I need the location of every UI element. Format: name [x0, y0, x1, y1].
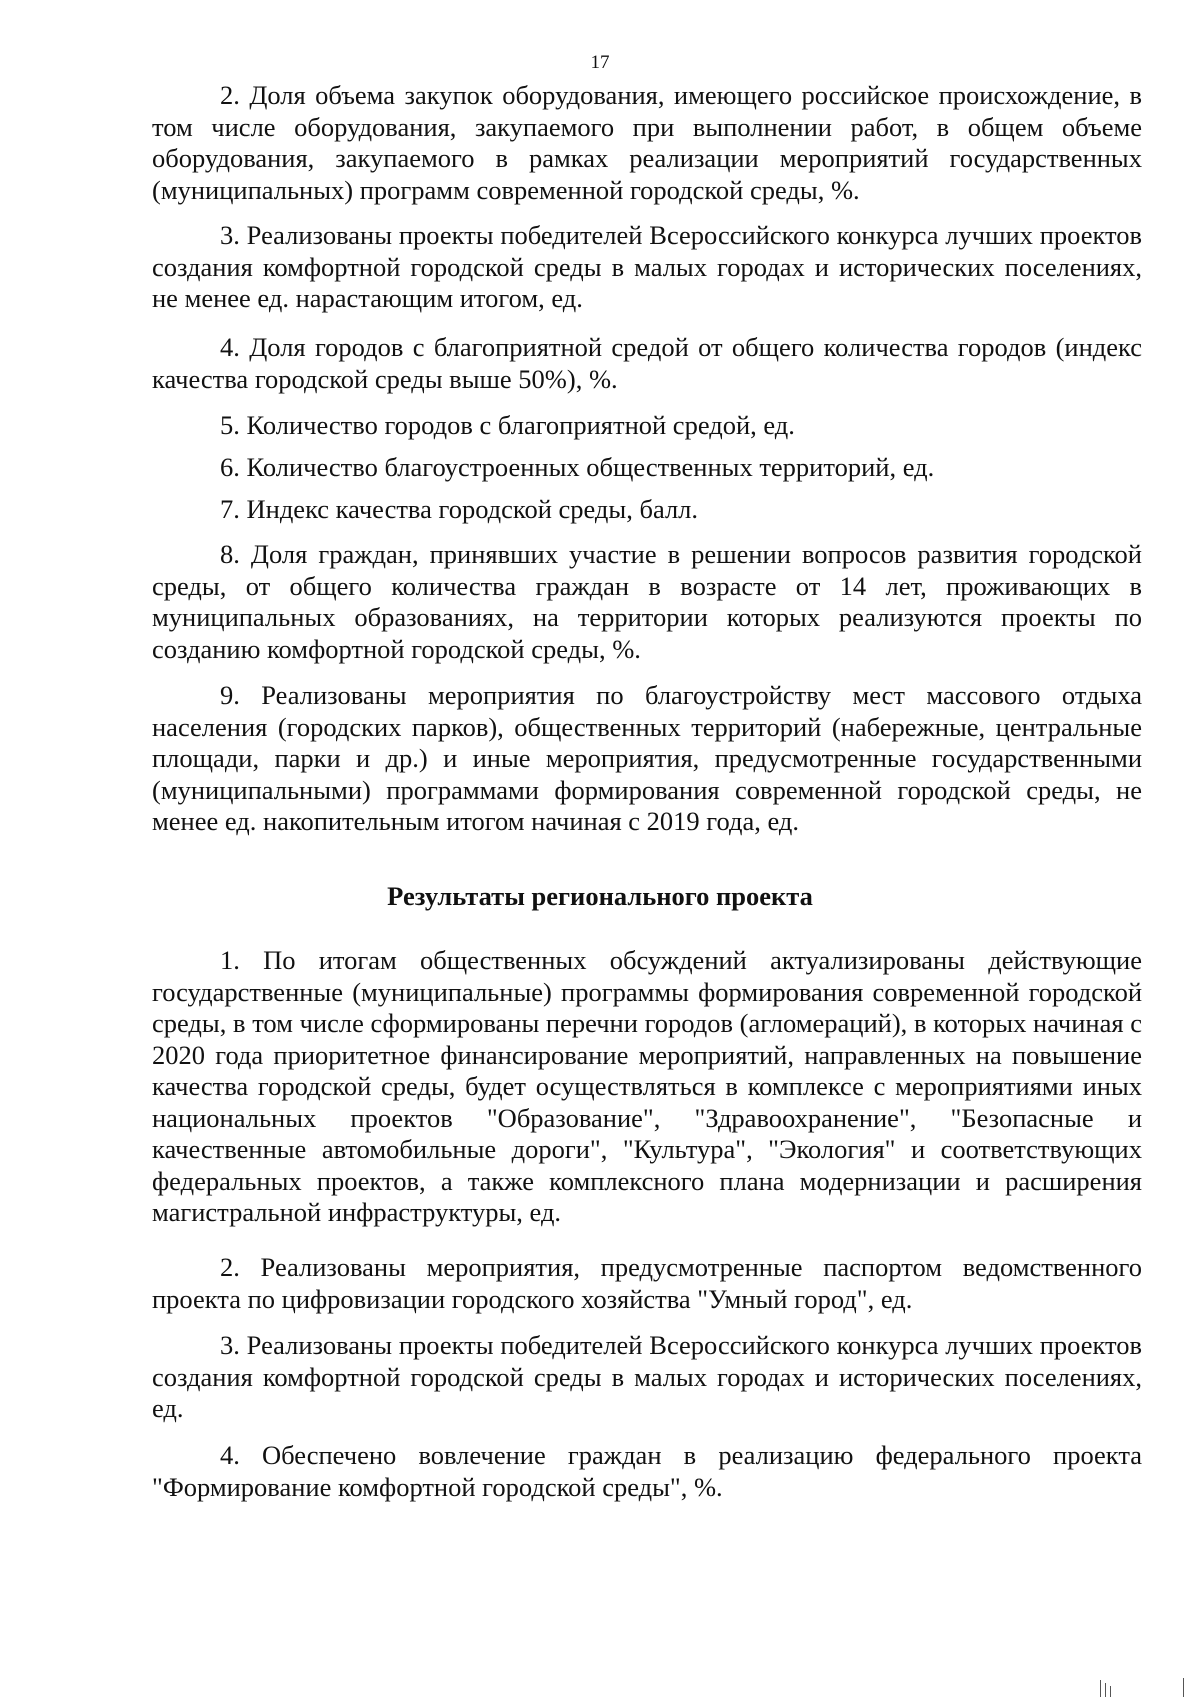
scan-mark — [1100, 1680, 1101, 1697]
indicator-item-6: 6. Количество благоустроенных общественных территорий, ед. — [220, 452, 935, 482]
indicator-item-4: 4. Доля городов с благоприятной средой от общего количества городов (индекс качества городской среды выше 50%), %. — [152, 332, 1142, 394]
result-item-3: 3. Реализованы проекты победителей Всероссийского конкурса лучших проектов создания комфортной городской среды в малых городах и исторических поселениях, ед. — [152, 1330, 1142, 1423]
indicator-item-3: 3. Реализованы проекты победителей Всероссийского конкурса лучших проектов создания комфортной городской среды в малых городах и исторических поселениях, не менее ед. нарастающим итогом, ед. — [152, 220, 1142, 313]
scan-mark — [1110, 1686, 1111, 1697]
indicator-item-7: 7. Индекс качества городской среды, балл. — [220, 494, 699, 524]
indicator-item-2: 2. Доля объема закупок оборудования, имеющего российское происхождение, в том числе оборудования, закупаемого при выполнении работ, в общем объеме оборудования, закупаемого в рамках реализации мероприятий государственных (муниципальных) программ современной городской среды, %. — [152, 80, 1142, 205]
indicator-item-5: 5. Количество городов с благоприятной средой, ед. — [220, 410, 795, 440]
indicator-item-9: 9. Реализованы мероприятия по благоустройству мест массового отдыха населения (городских парков), общественных территорий (набережные, центральные площади, парки и др.) и иные мероприятия, предусмотренные государственными (муниципальными) программами формирования современной городской среды, не менее ед. накопительным итогом начиная с 2019 года, ед. — [152, 680, 1142, 836]
section-heading: Результаты регионального проекта — [387, 881, 813, 911]
result-item-2: 2. Реализованы мероприятия, предусмотренные паспортом ведомственного проекта по цифровизации городского хозяйства "Умный город", ед. — [152, 1252, 1142, 1314]
result-item-4: 4. Обеспечено вовлечение граждан в реализацию федерального проекта "Формирование комфортной городской среды", %. — [152, 1440, 1142, 1502]
scan-mark — [1183, 1678, 1184, 1697]
page-number: 17 — [590, 52, 610, 73]
scan-mark — [1105, 1683, 1106, 1697]
indicator-item-8: 8. Доля граждан, принявших участие в решении вопросов развития городской среды, от общего количества граждан в возрасте от 14 лет, проживающих в муниципальных образованиях, на территории которых реализуются проекты по созданию комфортной городской среды, %. — [152, 539, 1142, 664]
result-item-1: 1. По итогам общественных обсуждений актуализированы действующие государственные (муниципальные) программы формирования современной городской среды, в том числе сформированы перечни городов (агломераций), в которых начиная с 2020 года приоритетное финансирование мероприятий, направленных на повышение качества городской среды, будет осуществляться в комплексе с мероприятиями иных национальных проектов "Образование", "Здравоохранение", "Безопасные и качественные автомобильные дороги", "Культура", "Экология" и соответствующих федеральных проектов, а также комплексного плана модернизации и расширения магистральной инфраструктуры, ед. — [152, 945, 1142, 1227]
